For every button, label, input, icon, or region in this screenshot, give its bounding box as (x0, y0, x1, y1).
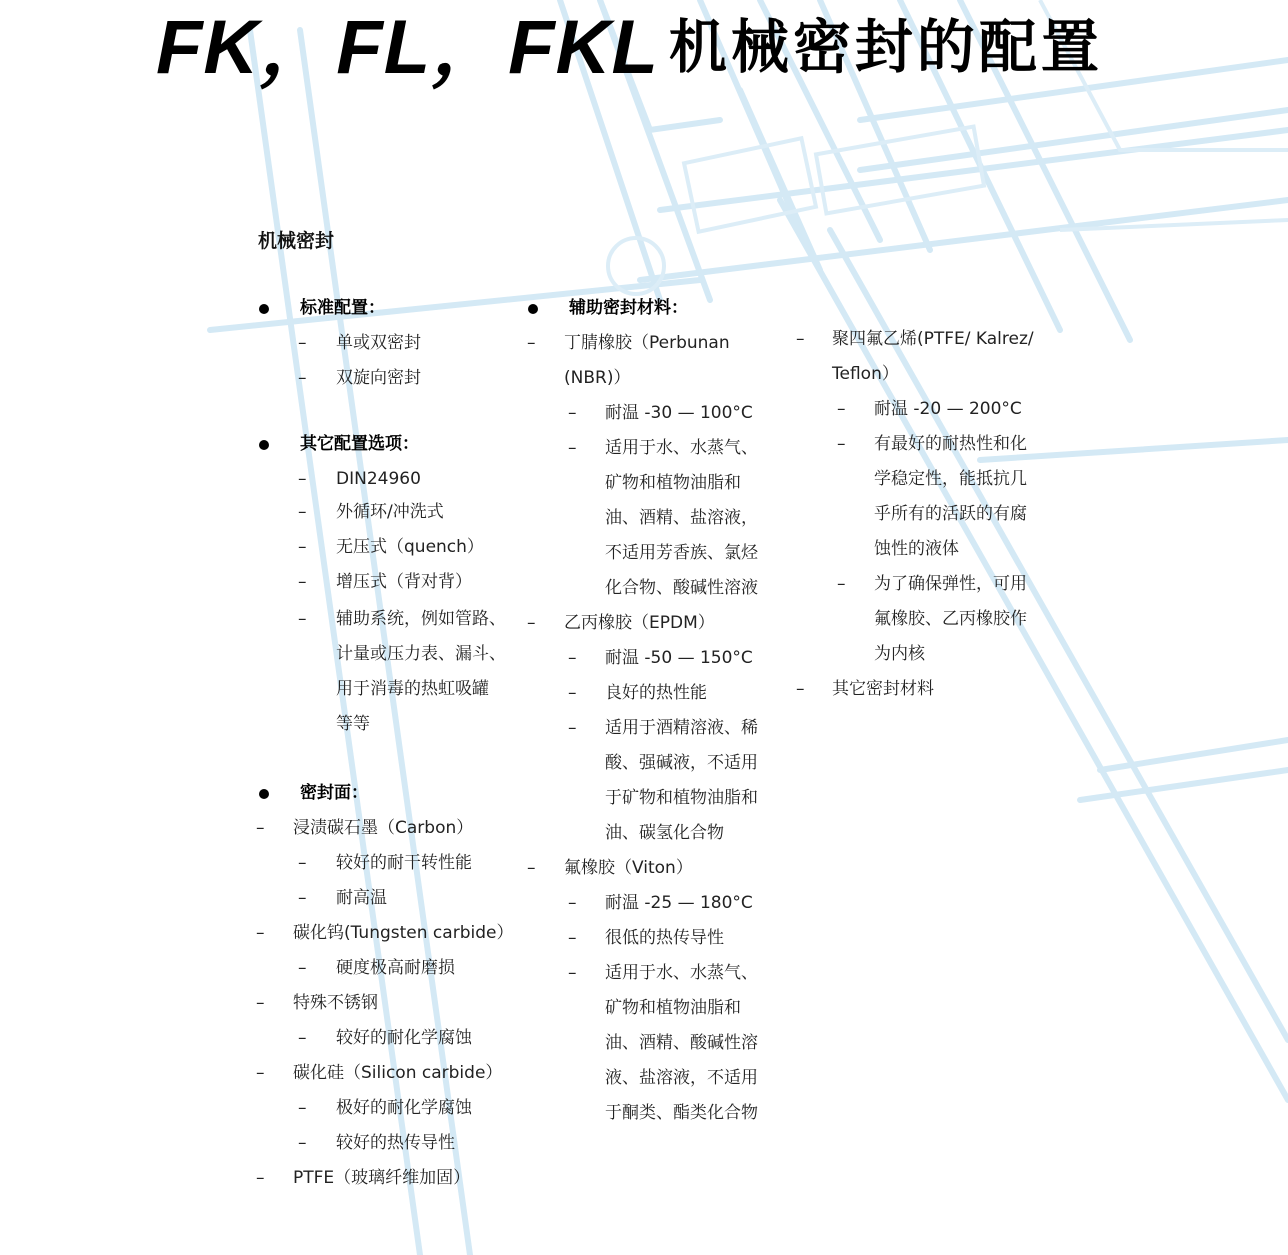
dash: – (298, 958, 307, 978)
list-item-continued: 为内核 (874, 644, 925, 664)
dash: – (527, 613, 536, 633)
dash: – (256, 1063, 265, 1083)
list-item: 浸渍碳石墨（Carbon） (293, 818, 474, 838)
list-item: 耐温 -25 — 180°C (605, 893, 753, 913)
dash: – (298, 572, 307, 592)
list-item-continued: Teflon） (832, 364, 899, 384)
list-item: 适用于水、水蒸气、 (605, 438, 758, 458)
dash: – (837, 574, 846, 594)
page-title (156, 2, 1103, 93)
list-item-continued: 油、酒精、盐溶液， (605, 508, 758, 528)
other-config-heading: 其它配置选项： (300, 434, 419, 454)
list-item: 有最好的耐热性和化 (874, 434, 1027, 454)
dash: – (256, 993, 265, 1013)
dash: – (298, 333, 307, 353)
dash: – (527, 333, 536, 353)
section-title: 机械密封 (258, 230, 335, 252)
standard-config-heading: 标准配置： (300, 298, 385, 318)
list-item: 碳化钨(Tungsten carbide） (293, 923, 514, 943)
dash: – (568, 928, 577, 948)
list-item: 碳化硅（Silicon carbide） (293, 1063, 503, 1083)
list-item: 较好的热传导性 (336, 1133, 455, 1153)
list-item-continued: 乎所有的活跃的有腐 (874, 504, 1027, 524)
dash: – (796, 329, 805, 349)
list-item: 适用于酒精溶液、稀 (605, 718, 758, 738)
dash: – (298, 1028, 307, 1048)
title-cjk: 机械密封的配置 (668, 13, 1103, 81)
dash: – (568, 403, 577, 423)
dash: – (298, 888, 307, 908)
dash: – (568, 718, 577, 738)
dash: – (298, 609, 307, 629)
list-item: 单或双密封 (336, 333, 421, 353)
list-item: 无压式（quench） (336, 537, 484, 557)
list-item-continued: 液、盐溶液，不适用 (605, 1068, 758, 1088)
dash: – (568, 438, 577, 458)
dash: – (568, 893, 577, 913)
dash: – (837, 399, 846, 419)
list-item-continued: 矿物和植物油脂和 (605, 998, 741, 1018)
list-item-continued: 学稳定性，能抵抗几 (874, 469, 1027, 489)
list-item: 耐温 -20 — 200°C (874, 399, 1022, 419)
dash: – (527, 858, 536, 878)
list-item-continued: (NBR)） (564, 368, 631, 388)
dash: – (837, 434, 846, 454)
list-item: 丁腈橡胶（Perbunan (564, 333, 730, 353)
list-item: 其它密封材料 (832, 679, 934, 699)
list-item: 适用于水、水蒸气、 (605, 963, 758, 983)
dash: – (298, 502, 307, 522)
list-item: 乙丙橡胶（EPDM） (564, 613, 715, 633)
title-latin: FK，FL，FKL (156, 5, 659, 90)
dash: – (298, 469, 307, 489)
bullet-icon (528, 304, 538, 314)
list-item: DIN24960 (336, 469, 421, 489)
dash: – (298, 368, 307, 388)
list-item: 耐高温 (336, 888, 387, 908)
list-item-continued: 用于消毒的热虹吸罐 (336, 679, 489, 699)
list-item: 很低的热传导性 (605, 928, 724, 948)
list-item: 特殊不锈钢 (293, 993, 378, 1013)
list-item-continued: 化合物、酸碱性溶液 (605, 578, 758, 598)
list-item: 辅助系统，例如管路、 (336, 609, 506, 629)
list-item-continued: 蚀性的液体 (874, 539, 959, 559)
list-item: 耐温 -30 — 100°C (605, 403, 753, 423)
dash: – (298, 1133, 307, 1153)
dash: – (298, 1098, 307, 1118)
list-item: 硬度极高耐磨损 (336, 958, 455, 978)
list-item: 良好的热性能 (605, 683, 707, 703)
list-item: 耐温 -50 — 150°C (605, 648, 753, 668)
list-item: 极好的耐化学腐蚀 (336, 1098, 472, 1118)
list-item: PTFE（玻璃纤维加固） (293, 1168, 471, 1188)
list-item: 聚四氟乙烯(PTFE/ Kalrez/ (832, 329, 1034, 349)
dash: – (568, 963, 577, 983)
list-item: 增压式（背对背） (336, 572, 472, 592)
list-item-continued: 酸、强碱液，不适用 (605, 753, 758, 773)
seal-faces-heading: 密封面： (300, 783, 368, 803)
list-item-continued: 氟橡胶、乙丙橡胶作 (874, 609, 1027, 629)
bullet-icon (259, 789, 269, 799)
list-item-continued: 等等 (336, 714, 370, 734)
dash: – (256, 818, 265, 838)
list-item-continued: 计量或压力表、漏斗、 (336, 644, 506, 664)
aux-materials-heading: 辅助密封材料： (569, 298, 688, 318)
bullet-icon (259, 304, 269, 314)
list-item-continued: 于矿物和植物油脂和 (605, 788, 758, 808)
list-item-continued: 油、酒精、酸碱性溶 (605, 1033, 758, 1053)
list-item-continued: 油、碳氢化合物 (605, 823, 724, 843)
list-item-continued: 不适用芳香族、氯烃 (605, 543, 758, 563)
list-item: 外循环/冲洗式 (336, 502, 444, 522)
list-item: 氟橡胶（Viton） (564, 858, 693, 878)
list-item-continued: 于酮类、酯类化合物 (605, 1103, 758, 1123)
bullet-icon (259, 440, 269, 450)
list-item: 较好的耐化学腐蚀 (336, 1028, 472, 1048)
dash: – (568, 648, 577, 668)
list-item: 双旋向密封 (336, 368, 421, 388)
list-item-continued: 矿物和植物油脂和 (605, 473, 741, 493)
dash: – (256, 923, 265, 943)
dash: – (256, 1168, 265, 1188)
dash: – (298, 853, 307, 873)
dash: – (298, 537, 307, 557)
dash: – (568, 683, 577, 703)
dash: – (796, 679, 805, 699)
list-item: 为了确保弹性，可用 (874, 574, 1027, 594)
list-item: 较好的耐干转性能 (336, 853, 472, 873)
